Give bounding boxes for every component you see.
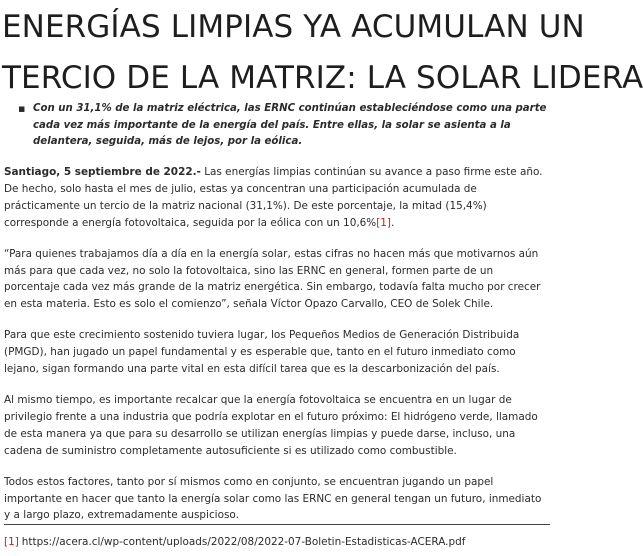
headline-line-1: ENERGÍAS LIMPIAS YA ACUMULAN UN: [2, 9, 585, 45]
footnote-backlink[interactable]: [1]: [4, 536, 19, 548]
paragraph-3: Para que este crecimiento sostenido tuviera lugar, los Pequeños Medios de Generación Distribuida (PMGD), han jugado un papel fundamental y es esperable que, tanto en el futuro inmediato como lejano, sigan formando una parte vital en esta difícil tarea que es la descarbonización del país.: [4, 329, 520, 376]
summary-list: [18, 101, 550, 151]
paragraph-4: Al mismo tiempo, es importante recalcar que la energía fotovoltaica se encuentra en un lugar de privilegio frente a una industria que podría explotar en el futuro próximo: El hidrógeno verde, llamado de esta manera ya que para su desarrollo se utilizan energías limpias y puede darse, incluso, una cadena de suministro completamente autosuficiente si es utilizado como combustible.: [4, 393, 538, 457]
footnote: [4, 534, 550, 550]
dateline: Santiago, 5 septiembre de 2022.-: [4, 166, 201, 178]
paragraph-1: [4, 164, 550, 232]
headline-line-2: TERCIO DE LA MATRIZ: LA SOLAR LIDERA: [2, 60, 643, 96]
summary-item: [18, 101, 550, 151]
footnote-url: https://acera.cl/wp-content/uploads/2022/08/2022-07-Boletin-Estadisticas-ACERA.pdf: [21, 536, 466, 548]
paragraph-1-end: .: [391, 216, 395, 229]
bullet-square-icon: ▪: [18, 102, 26, 115]
footnote-reference-link[interactable]: [1]: [376, 216, 392, 229]
paragraph-5: Todos estos factores, tanto por sí mismos como en conjunto, se encuentran jugando un papel importante en hacer que tanto la energía solar como las ERNC en general tengan un futuro, inmediato y a largo plazo, extremadamente auspicioso.: [4, 475, 542, 522]
paragraph-1-text: Las energías limpias continúan su avance a paso firme este año. De hecho, solo hasta el mes de julio, estas ya concentran una participación acumulada de prácticamente un tercio de la matriz nacional (31,1%). De este porcentaje, la mitad (15,4%) corresponde a energía fotovoltaica, seguida por la eólica con un 10,6%: [4, 166, 543, 229]
summary-text: Con un 31,1% de la matriz eléctrica, las ERNC continúan estableciéndose como una parte cada vez más importante de la energía del país. Entre ellas, la solar se asienta a la delantera, seguida, más de lejos, por la eólica.: [33, 103, 547, 147]
article-body: [4, 164, 550, 538]
paragraph-2: “Para quienes trabajamos día a día en la energía solar, estas cifras no hacen más que motivarnos aún más para que cada vez, no solo la fotovoltaica, sino las ERNC en general, formen parte de un porcentaje cada vez más grande de la matriz energética. Sin embargo, todavía falta mucho por crecer en esta materia. Esto es solo el comienzo”, señala Víctor Opazo Carvallo, CEO de Solek Chile.: [4, 247, 541, 311]
article-headline: [2, 2, 643, 104]
footnote-divider: [4, 524, 550, 525]
